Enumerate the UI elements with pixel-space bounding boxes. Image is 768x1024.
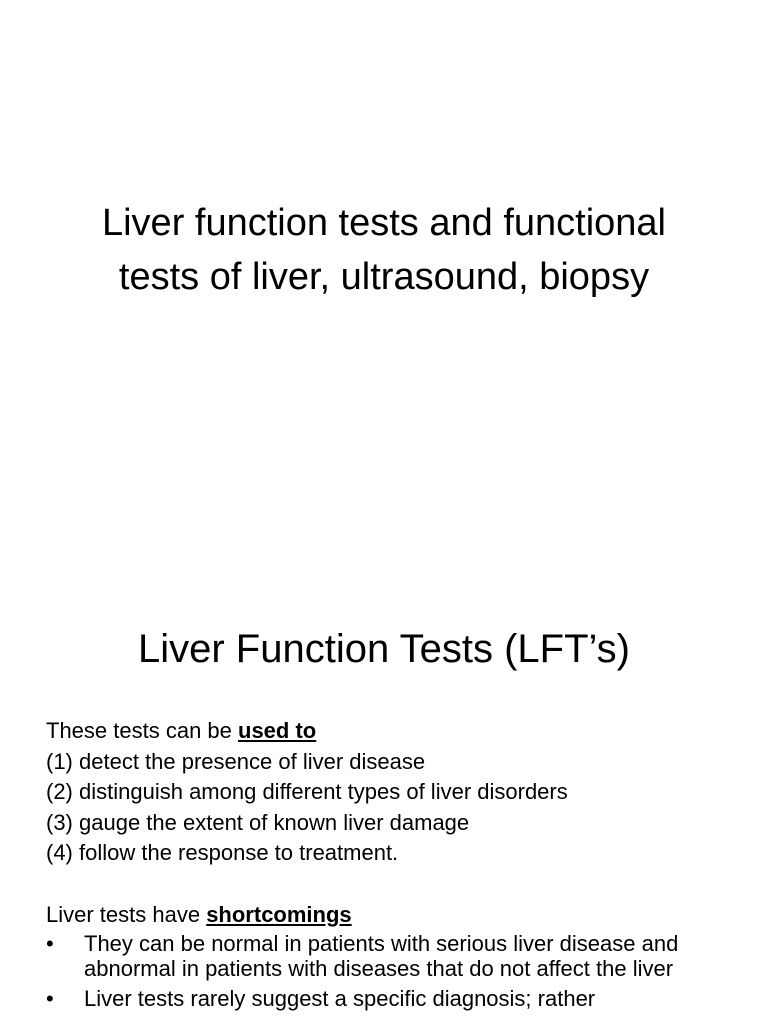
shortcomings-intro-text: Liver tests have	[46, 902, 207, 927]
uses-list	[46, 747, 746, 869]
uses-section	[46, 716, 746, 869]
bullet-icon: •	[46, 930, 54, 956]
bullet-icon: •	[46, 985, 54, 1011]
uses-intro	[46, 716, 746, 747]
uses-intro-text: These tests can be	[46, 718, 238, 743]
list-item: (1) detect the presence of liver disease	[46, 748, 426, 774]
list-item: (4) follow the response to treatment.	[46, 840, 399, 865]
bullet-text: They can be normal in patients with serious liver disease and abnormal in patients with diseases that do not affect the liver	[84, 930, 679, 981]
list-item: (3) gauge the extent of known liver damage	[46, 809, 470, 835]
slide-title-line-2: tests of liver, ultrasound, biopsy	[118, 256, 650, 298]
slide-heading: Liver Function Tests (LFT’s)	[137, 627, 630, 671]
shortcomings-intro	[46, 900, 746, 931]
shortcomings-section	[46, 900, 746, 1011]
shortcomings-list	[46, 931, 746, 1011]
slide-title	[0, 196, 768, 304]
shortcomings-intro-emphasis: shortcomings	[206, 902, 352, 927]
list-item: (2) distinguish among different types of liver disorders	[46, 779, 568, 804]
list-item	[46, 931, 746, 981]
slide-title-line-1: Liver function tests and functional	[101, 202, 666, 244]
list-item	[46, 986, 746, 1011]
uses-intro-emphasis: used to	[238, 718, 317, 743]
bullet-text: Liver tests rarely suggest a specific diagnosis; rather	[84, 985, 596, 1011]
